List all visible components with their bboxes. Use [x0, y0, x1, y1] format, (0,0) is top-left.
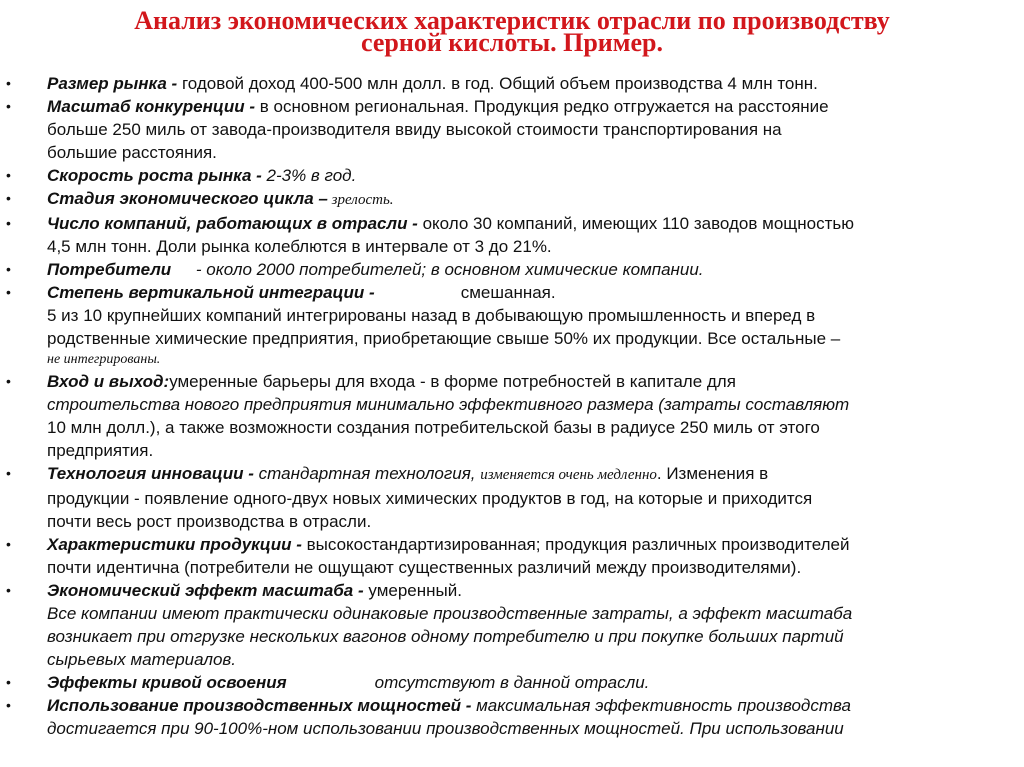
- bullet-icon: •: [6, 674, 11, 690]
- item-line: Размер рынка - годовой доход 400-500 млн долл. в год. Общий объем производства 4 млн тонн.: [47, 74, 818, 93]
- list-item-capacity-utilization: [0, 694, 1024, 740]
- item-line: Число компаний, работающих в отрасли - около 30 компаний, имеющих 110 заводов мощностью: [47, 214, 854, 233]
- item-line: Скорость роста рынка - 2-3% в год.: [47, 166, 357, 185]
- bullet-icon: •: [6, 167, 11, 183]
- list-item-consumers: [0, 258, 1024, 281]
- slide-title: [0, 6, 1024, 57]
- item-line: предприятия.: [47, 441, 154, 460]
- bullet-icon: •: [6, 190, 11, 206]
- item-line: Все компании имеют практически одинаковые производственные затраты, а эффект масштаба: [47, 604, 853, 623]
- item-line: Характеристики продукции - высокостандартизированная; продукция различных производителей: [47, 535, 850, 554]
- item-line: строительства нового предприятия минимально эффективного размера (затраты составляют: [47, 395, 850, 414]
- item-line: сырьевых материалов.: [47, 650, 237, 669]
- list-item-market-size: [0, 72, 1024, 95]
- item-line: Вход и выход:умеренные барьеры для входа - в форме потребностей в капитале для: [47, 372, 736, 391]
- item-line: Степень вертикальной интеграции - смешанная.: [47, 283, 556, 302]
- item-line: почти идентична (потребители не ощущают существенных различий между производителями).: [47, 558, 802, 577]
- bullet-icon: •: [6, 284, 11, 300]
- bullet-icon: •: [6, 697, 11, 713]
- item-line: Технология инновации - стандартная технология, изменяется очень медленно. Изменения в: [47, 464, 769, 483]
- bullet-icon: •: [6, 261, 11, 277]
- list-item-product-characteristics: [0, 533, 1024, 579]
- item-line: Экономический эффект масштаба - умеренный.: [47, 581, 462, 600]
- list-item-technology: [0, 462, 1024, 533]
- bullet-icon: •: [6, 536, 11, 552]
- item-line: достигается при 90-100%-ном использовании производственных мощностей. При использовании: [47, 719, 844, 738]
- bullet-icon: •: [6, 465, 11, 481]
- item-line: 5 из 10 крупнейших компаний интегрированы назад в добывающую промышленность и вперед в: [47, 306, 816, 325]
- bullet-icon: •: [6, 373, 11, 389]
- list-item-cycle-stage: [0, 187, 1024, 212]
- item-line: продукции - появление одного-двух новых химических продуктов в год, на которые и приходится: [47, 489, 813, 508]
- list-item-growth-rate: [0, 164, 1024, 187]
- item-line: больше 250 миль от завода-производителя ввиду высокой стоимости транспортирования на: [47, 120, 782, 139]
- bullet-icon: •: [6, 98, 11, 114]
- characteristics-list: [0, 72, 1024, 740]
- list-item-competition-scale: [0, 95, 1024, 164]
- bullet-icon: •: [6, 75, 11, 91]
- item-line: не интегрированы.: [47, 352, 161, 367]
- list-item-learning-curve: [0, 671, 1024, 694]
- item-line: Потребители - около 2000 потребителей; в основном химические компании.: [47, 260, 704, 279]
- title-line-2: серной кислоты. Пример.: [360, 28, 663, 57]
- item-line: Масштаб конкуренции - в основном региональная. Продукция редко отгружается на расстояние: [47, 97, 829, 116]
- item-line: возникает при отгрузке нескольких вагонов одному потребителю и при покупке больших партий: [47, 627, 844, 646]
- bullet-icon: •: [6, 215, 11, 231]
- item-line: Эффекты кривой освоения отсутствуют в данной отрасли.: [47, 673, 650, 692]
- list-item-economies-of-scale: [0, 579, 1024, 671]
- list-item-entry-exit: [0, 370, 1024, 462]
- item-line: большие расстояния.: [47, 143, 217, 162]
- bullet-icon: •: [6, 582, 11, 598]
- item-line: 10 млн долл.), а также возможности создания потребительской базы в радиусе 250 миль от этого: [47, 418, 820, 437]
- item-line: почти весь рост производства в отрасли.: [47, 512, 372, 531]
- item-line: 4,5 млн тонн. Доли рынка колеблются в интервале от 3 до 21%.: [47, 237, 552, 256]
- title-line-1: Анализ экономических характеристик отрасли по производству: [134, 6, 890, 35]
- list-item-vertical-integration: [0, 281, 1024, 370]
- item-line: родственные химические предприятия, приобретающие свыше 50% их продукции. Все остальные –: [47, 329, 841, 348]
- list-item-companies-count: [0, 212, 1024, 258]
- item-line: Стадия экономического цикла – зрелость.: [47, 189, 394, 208]
- item-line: Использование производственных мощностей - максимальная эффективность производства: [47, 696, 851, 715]
